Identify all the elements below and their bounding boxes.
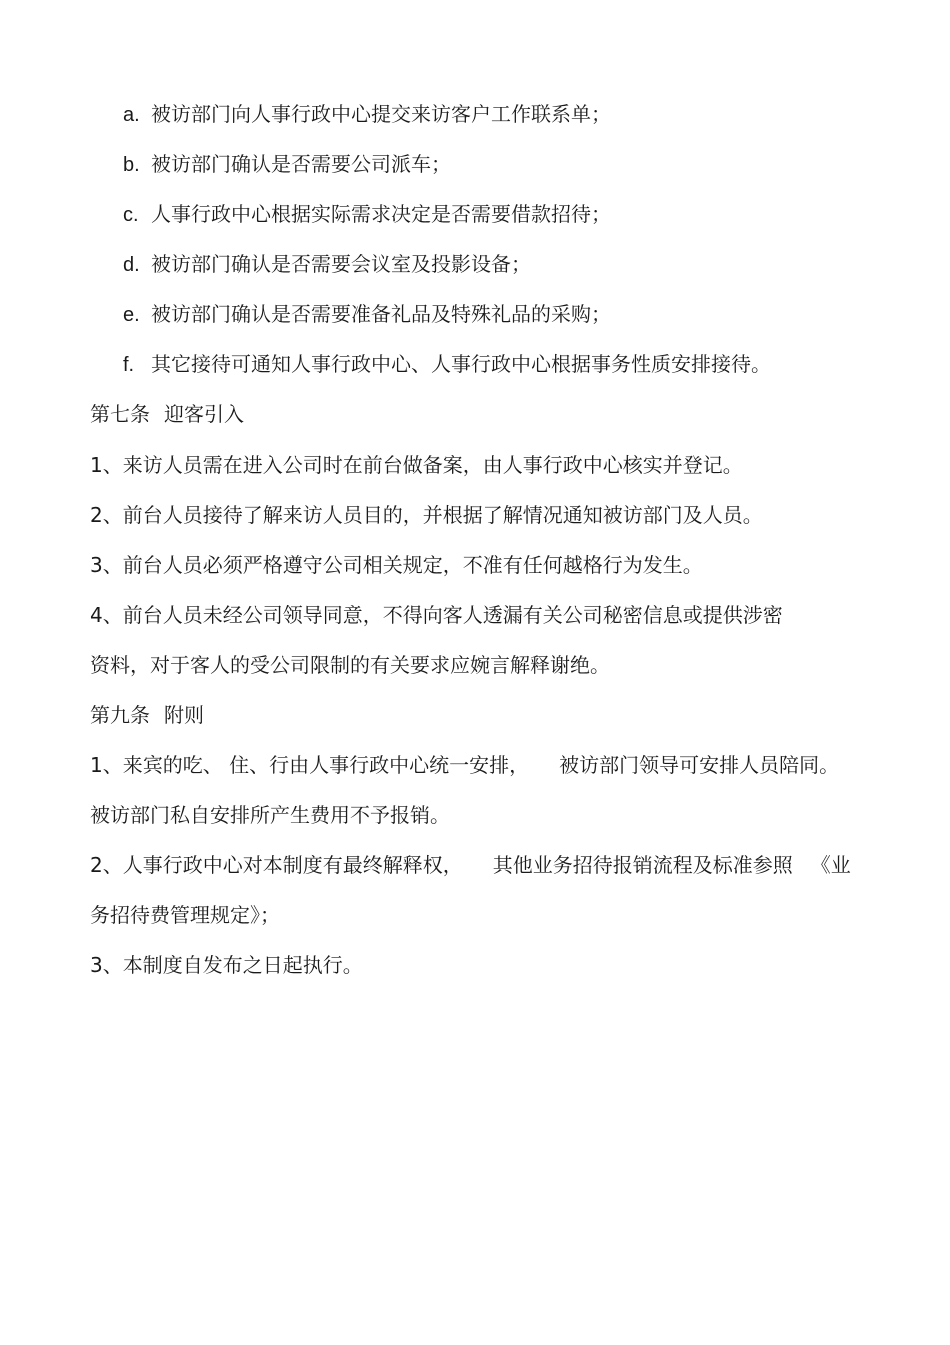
list-item-e bbox=[123, 301, 611, 327]
article-9-clause-2-cont: 务招待费管理规定》； bbox=[90, 903, 280, 927]
article-9-clause-2 bbox=[90, 852, 851, 878]
list-item-text: 被访部门向人事行政中心提交来访客户工作联系单； bbox=[151, 102, 611, 126]
list-item-text: 被访部门确认是否需要准备礼品及特殊礼品的采购； bbox=[151, 302, 611, 326]
list-marker: c. bbox=[123, 204, 139, 226]
list-item-text: 被访部门确认是否需要公司派车； bbox=[151, 152, 451, 176]
list-item-b bbox=[123, 151, 451, 177]
clause-text: 《业 bbox=[810, 853, 851, 877]
clause-text: 其他业务招待报销流程及标准参照 bbox=[492, 853, 793, 877]
article-9-clause-3: 3、本制度自发布之日起执行。 bbox=[90, 953, 363, 977]
clause-text: 1、来宾的吃、 住、行由人事行政中心统一安排， bbox=[90, 753, 530, 777]
article-number: 第九条 bbox=[90, 703, 150, 727]
list-item-text: 被访部门确认是否需要会议室及投影设备； bbox=[151, 252, 531, 276]
list-item-a bbox=[123, 101, 611, 127]
article-number: 第七条 bbox=[90, 402, 150, 426]
article-7-clause-1: 1、来访人员需在进入公司时在前台做备案，由人事行政中心核实并登记。 bbox=[90, 453, 743, 477]
article-7-clause-4-cont: 资料，对于客人的受公司限制的有关要求应婉言解释谢绝。 bbox=[90, 653, 610, 677]
list-marker: b. bbox=[123, 154, 140, 176]
article-title: 附则 bbox=[164, 703, 204, 727]
article-7-clause-2: 2、前台人员接待了解来访人员目的，并根据了解情况通知被访部门及人员。 bbox=[90, 503, 763, 527]
list-item-text: 其它接待可通知人事行政中心、人事行政中心根据事务性质安排接待。 bbox=[151, 352, 771, 376]
clause-text: 2、人事行政中心对本制度有最终解释权， bbox=[90, 853, 463, 877]
list-item-d bbox=[123, 251, 531, 277]
article-9-heading bbox=[90, 702, 204, 728]
article-7-clause-3: 3、前台人员必须严格遵守公司相关规定，不准有任何越格行为发生。 bbox=[90, 553, 703, 577]
list-marker: f. bbox=[123, 354, 135, 376]
list-item-f bbox=[123, 351, 771, 377]
article-7-clause-4: 4、前台人员未经公司领导同意，不得向客人透漏有关公司秘密信息或提供涉密 bbox=[90, 603, 783, 627]
list-marker: e. bbox=[123, 304, 140, 326]
list-marker: a. bbox=[123, 104, 140, 126]
list-item-c bbox=[123, 201, 611, 227]
clause-text: 被访部门领导可安排人员陪同。 bbox=[559, 753, 840, 777]
article-7-heading bbox=[90, 401, 244, 427]
list-marker: d. bbox=[123, 254, 140, 276]
list-item-text: 人事行政中心根据实际需求决定是否需要借款招待； bbox=[151, 202, 611, 226]
article-9-clause-1 bbox=[90, 752, 839, 778]
article-title: 迎客引入 bbox=[164, 402, 244, 426]
article-9-clause-1-cont: 被访部门私自安排所产生费用不予报销。 bbox=[90, 803, 450, 827]
